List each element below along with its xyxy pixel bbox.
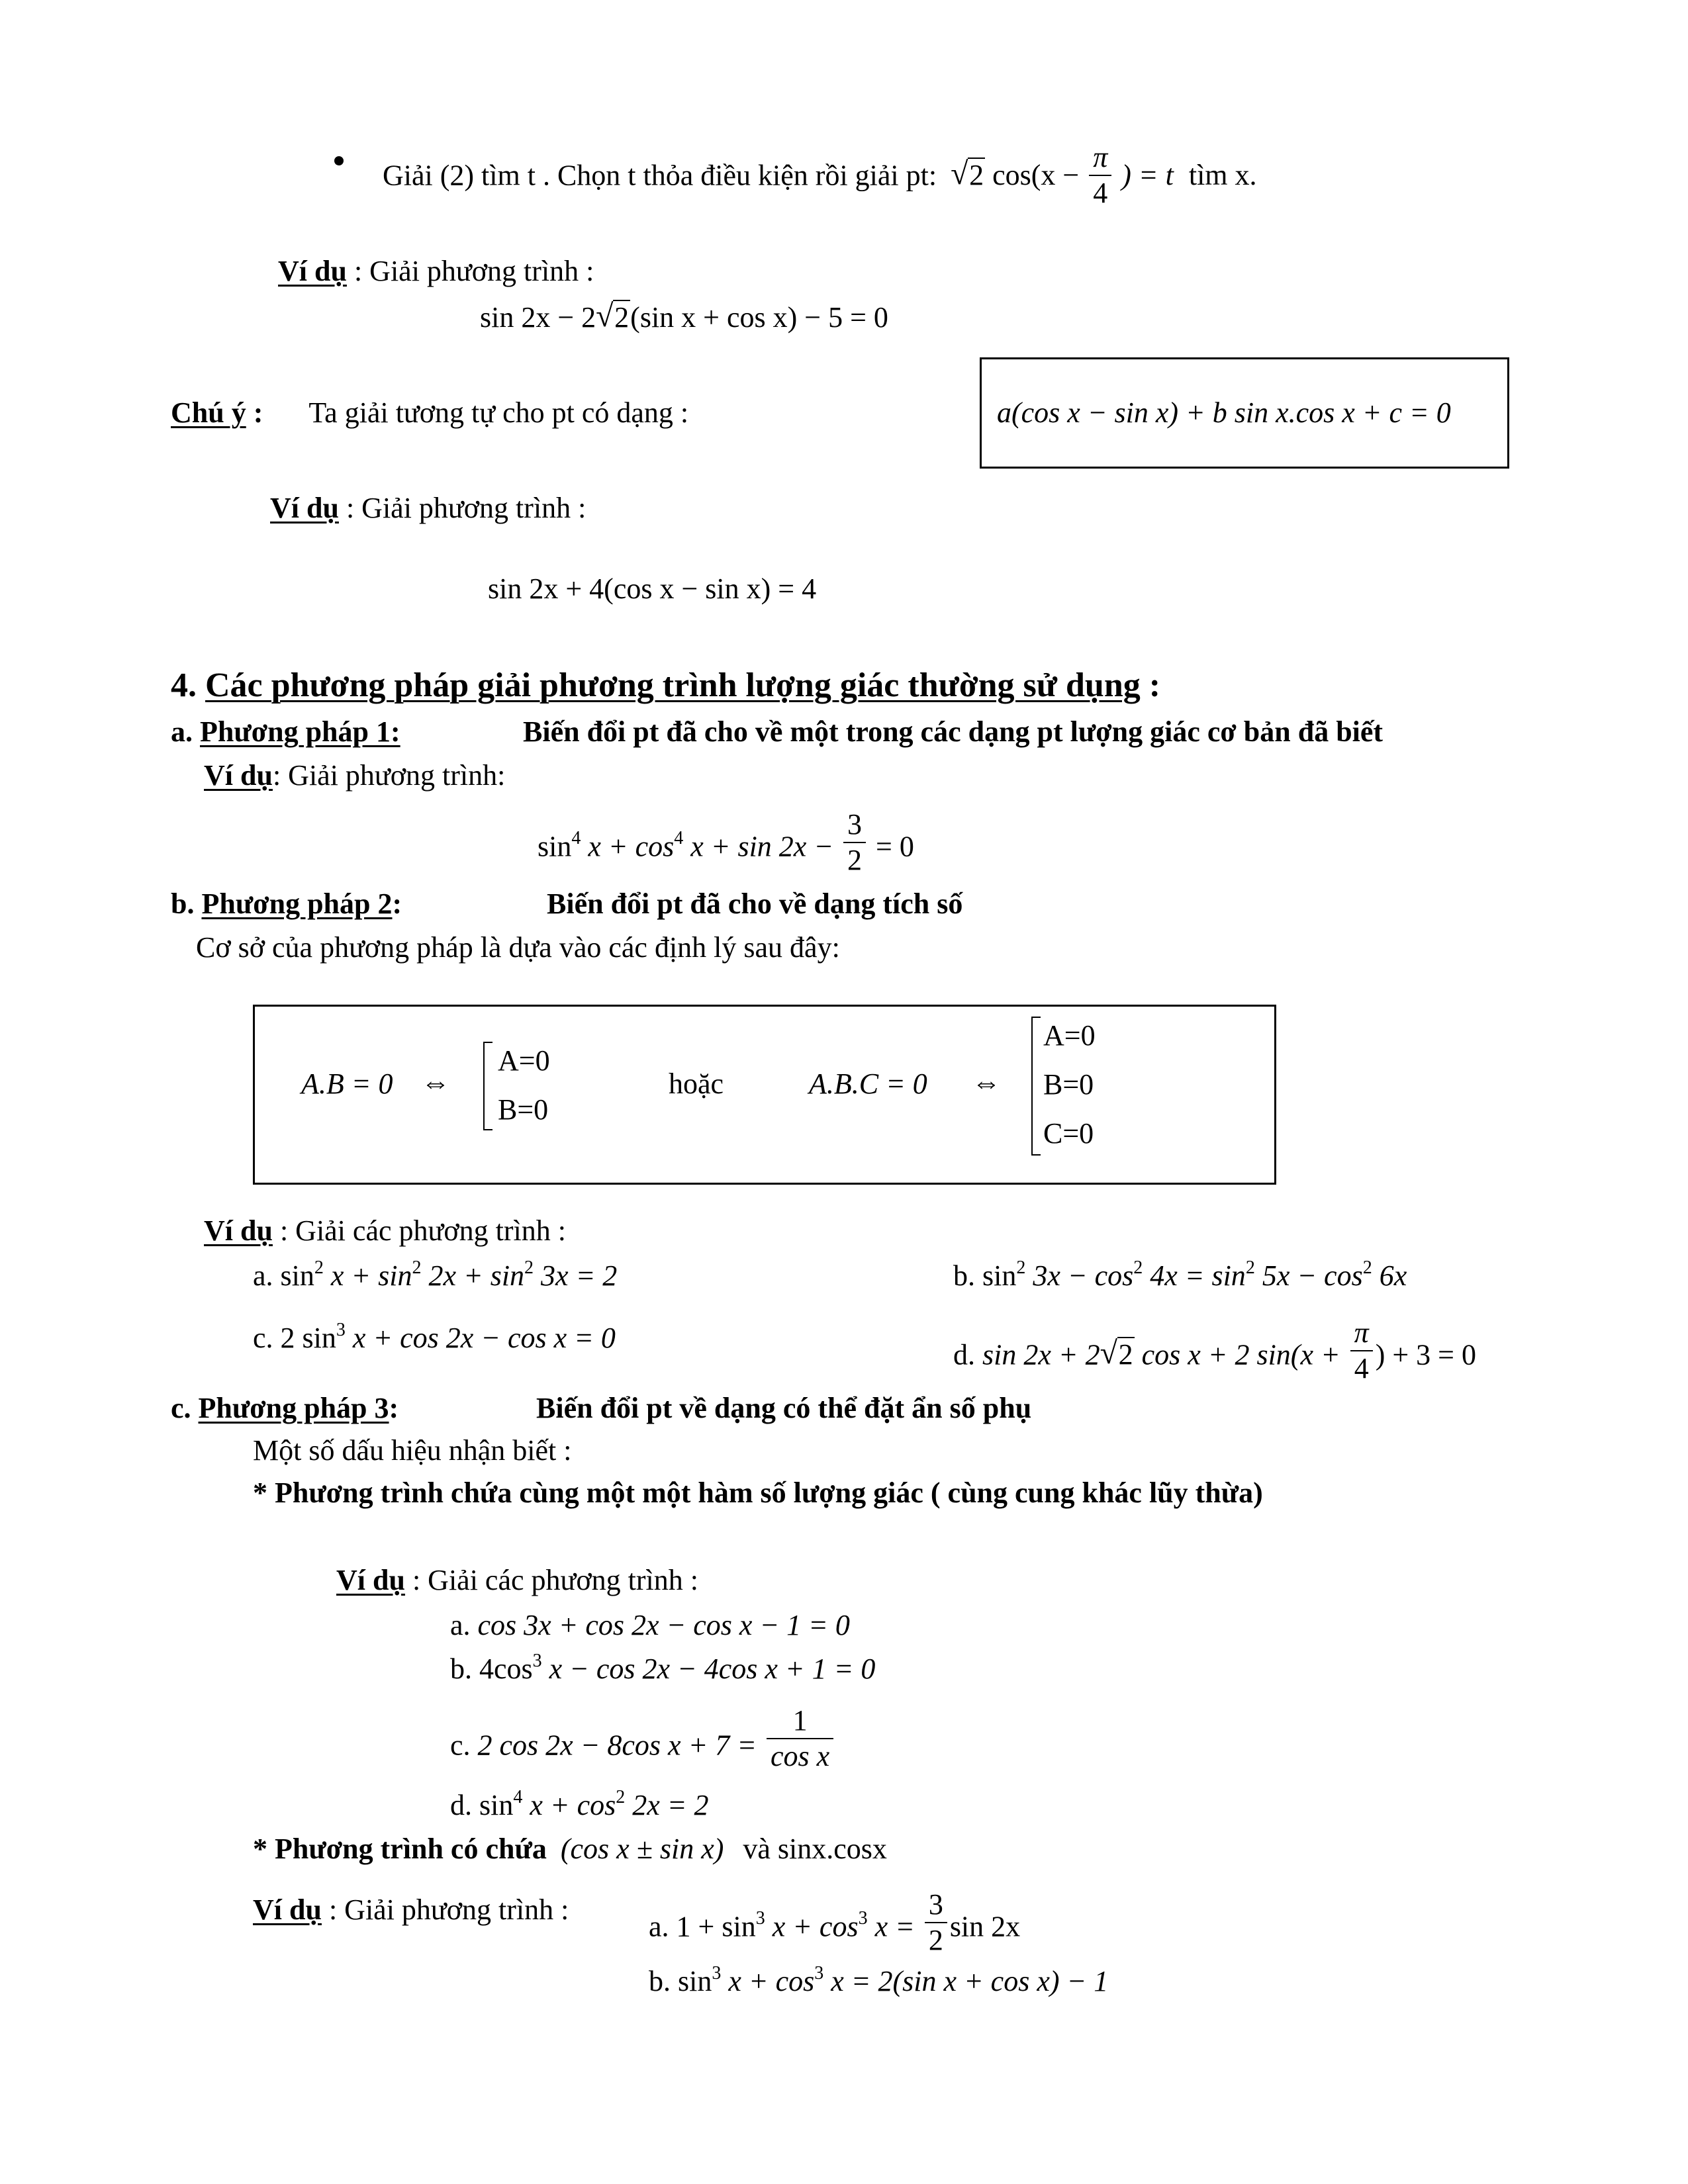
method-3-hint-2: * Phương trình có chứa (cos x ± sin x) và sinx.cosx — [253, 1833, 887, 1865]
bullet-icon — [334, 156, 344, 165]
method-3-eq2-a: a. $1 + \sin^3 x + \cos^3 x$ = $\frac{3}{2}$ sin 2x — [649, 1888, 1021, 1957]
method-3-eq-d: d. $\sin^4 x + \cos^2 2x = 2$ — [450, 1787, 709, 1821]
bracket-2 — [483, 1042, 492, 1130]
method-3-heading: c. Phương pháp 3: — [171, 1392, 399, 1424]
pi-over-4: $\frac{\pi}{4}$ — [1089, 142, 1111, 210]
iff-icon-2: ⇔ — [972, 1066, 1001, 1099]
method-3-eq-b: b. $4\cos^3$ x − cos 2x − 4cos x + 1 = 0 — [450, 1651, 876, 1685]
method-3-eq-a: a. cos 3x + cos 2x − cos x − 1 = 0 — [450, 1609, 850, 1641]
theorem-or: hoặc — [669, 1068, 724, 1100]
method-1-example-heading: Ví dụ: Giải phương trình: — [204, 759, 506, 792]
method-2-example-heading: Ví dụ : Giải các phương trình : — [204, 1214, 566, 1247]
method-2-desc: Biến đổi pt đã cho về dạng tích số — [547, 887, 963, 920]
section-4-heading: 4. Các phương pháp giải phương trình lượng giác thường sử dụng : — [171, 666, 1161, 704]
method-3-example-heading: Ví dụ : Giải các phương trình : — [336, 1564, 698, 1596]
method-2-eq-a: a. $\sin^2 x + \sin^2 2x + \sin^2 3x = 2$ — [253, 1257, 618, 1292]
method-1-desc: Biến đổi pt đã cho về một trong các dạng pt lượng giác cơ bản đã biết — [523, 715, 1383, 748]
example-2-heading: Ví dụ : Giải phương trình : — [270, 492, 586, 524]
method-2-basis: Cơ sở của phương pháp là dựa vào các định lý sau đây: — [196, 931, 840, 964]
method-1-heading: a. Phương pháp 1: — [171, 715, 400, 748]
theorem-abc: A.B.C = 0 — [809, 1068, 927, 1100]
theorem-ab: A.B = 0 — [301, 1068, 393, 1100]
method-3-eq2-b: b. $\sin^3 x + \cos^3 x = 2(\sin$ x + cos x) − 1 — [649, 1963, 1109, 1997]
method-2-heading: b. Phương pháp 2: — [171, 887, 402, 920]
step-text: Giải (2) tìm t . Chọn t thỏa điều kiện rồi giải pt: — [383, 159, 937, 192]
example-1-equation: sin 2x − 2√ 2(sin x + cos x) − 5 = 0 — [480, 303, 888, 332]
note-formula: a(cos x − sin x) + b sin x.cos x + c = 0 — [997, 396, 1451, 429]
method-3-example-2-heading: Ví dụ : Giải phương trình : — [253, 1893, 569, 1926]
example-1-heading: Ví dụ : Giải phương trình : — [278, 255, 594, 287]
method-2-eq-c: c. 2 $\sin^3 x + \cos 2x - \cos x = 0$ — [253, 1320, 616, 1354]
theorem-abc-cases: A=0 B=0 C=0 — [1043, 1019, 1096, 1150]
note-line: Chú ý : Ta giải tương tự cho pt có dạng : — [171, 396, 689, 429]
theorem-ab-cases: A=0 B=0 — [498, 1044, 550, 1126]
method-3-hint-1: * Phương trình chứa cùng một một hàm số lượng giác ( cùng cung khác lũy thừa) — [253, 1477, 1263, 1509]
method-2-eq-b: b. $\sin^2 3x - \cos^2 4x = \sin^2 5x - \cos^2 6x$ — [953, 1257, 1407, 1292]
bracket-3 — [1031, 1017, 1041, 1156]
method-3-signs: Một số dấu hiệu nhận biết : — [253, 1434, 572, 1467]
sqrt-symbol: √ 2 — [951, 161, 985, 190]
example-2-equation: sin 2x + 4(cos x − sin x) = 4 — [488, 572, 817, 605]
step-line: Giải (2) tìm t . Chọn t thỏa điều kiện rồi giải pt: √ 2 cos(x − $\frac{\pi}{4}$ ) = t tìm x. — [383, 144, 1257, 212]
iff-icon: ⇔ — [421, 1066, 450, 1099]
method-2-eq-d: d. sin 2x + 2√ 2 cos x + 2 sin(x + $\frac{\pi}{4}$ ) + 3 = 0 — [953, 1324, 1476, 1392]
method-1-equation: $\sin^4 x + \cos^4 x + \sin 2x$ − $\frac{3}{2}$ = 0 — [538, 808, 914, 877]
method-3-desc: Biến đổi pt về dạng có thể đặt ẩn số phụ — [536, 1392, 1032, 1424]
method-3-eq-c: c. 2 cos 2x − 8cos x + 7 = $\frac{1}{\text{cos x}}$ — [450, 1714, 836, 1782]
theorem-box — [253, 1005, 1276, 1185]
